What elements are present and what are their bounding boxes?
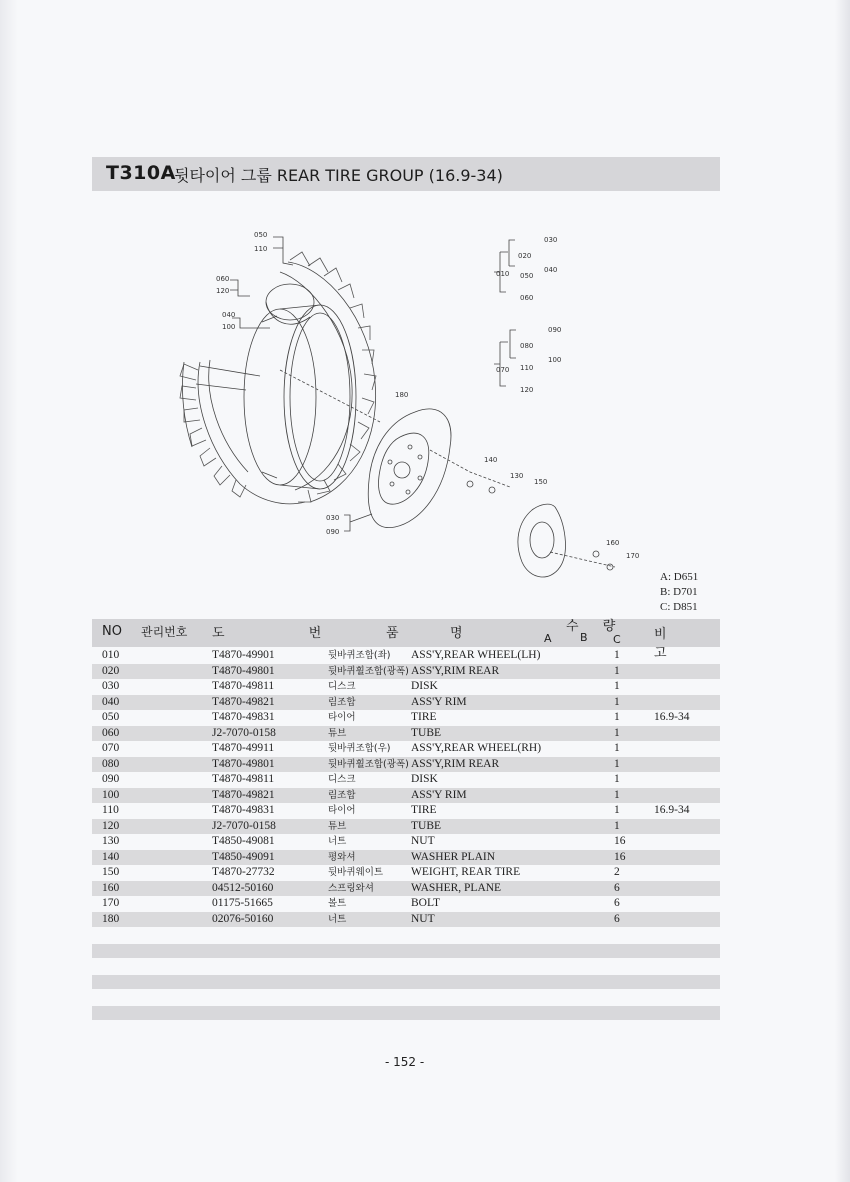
blank-row (92, 944, 720, 958)
row-name-ko: 뒷바퀴조합(좌) (328, 650, 391, 661)
row-quantity: 1 (614, 680, 620, 692)
row-name-en: BOLT (411, 897, 440, 909)
svg-text:090: 090 (548, 326, 562, 334)
tire-drawing (180, 252, 376, 504)
table-row (92, 710, 720, 726)
model-b: B: D701 (660, 586, 698, 598)
row-quantity: 16 (614, 835, 626, 847)
row-name-en: ASS'Y,REAR WHEEL(RH) (411, 742, 542, 754)
section-code: T310A (106, 162, 176, 184)
table-row (92, 772, 720, 788)
row-drawing-number: 02076-50160 (212, 912, 274, 925)
row-name-ko: 너트 (328, 836, 347, 847)
row-no: 030 (102, 680, 120, 692)
row-quantity: 1 (614, 649, 620, 661)
row-quantity: 2 (614, 866, 620, 878)
svg-text:040: 040 (222, 311, 236, 319)
row-name-ko: 뒷바퀴휠조합(광폭) (328, 758, 409, 770)
table-row (92, 912, 720, 928)
disk-drawing (368, 409, 451, 528)
row-quantity: 1 (614, 773, 620, 785)
svg-text:130: 130 (510, 472, 524, 480)
row-name-en: DISK (411, 773, 438, 785)
row-no: 040 (102, 695, 120, 708)
row-name-en: NUT (411, 912, 435, 925)
row-drawing-number: 04512-50160 (212, 881, 274, 894)
row-quantity: 1 (614, 819, 620, 832)
table-row (92, 896, 720, 912)
row-quantity: 6 (614, 912, 620, 925)
row-no: 070 (102, 742, 120, 754)
model-c: C: D851 (660, 601, 698, 613)
row-no: 110 (102, 804, 119, 816)
row-quantity: 1 (614, 664, 620, 677)
svg-text:160: 160 (606, 539, 620, 547)
row-name-ko: 너트 (328, 913, 347, 925)
section-title: 뒷타이어 그룹 REAR TIRE GROUP (16.9-34) (174, 166, 503, 185)
row-drawing-number: J2-7070-0158 (212, 726, 276, 739)
header-management-number: 관리번호 (141, 625, 188, 639)
table-row (92, 757, 720, 773)
table-row (92, 803, 720, 819)
table-row (92, 834, 720, 850)
row-name-ko: 뒷바퀴휠조합(광폭) (328, 665, 409, 677)
row-drawing-number: T4870-49831 (212, 804, 275, 816)
row-quantity: 16 (614, 850, 626, 863)
model-legend (660, 570, 720, 615)
svg-text:070: 070 (496, 366, 510, 374)
table-row (92, 819, 720, 835)
row-drawing-number: T4870-49821 (212, 788, 275, 801)
row-quantity: 1 (614, 788, 620, 801)
row-drawing-number: T4870-49901 (212, 649, 275, 661)
header-quantity: 수 량 (566, 619, 626, 634)
svg-text:100: 100 (222, 323, 236, 331)
blank-row (92, 1006, 720, 1020)
row-no: 140 (102, 850, 120, 863)
tube-drawing (266, 284, 314, 324)
blank-row (92, 975, 720, 989)
row-name-ko: 디스크 (328, 774, 356, 785)
svg-text:060: 060 (520, 294, 534, 302)
row-name-ko: 볼트 (328, 898, 347, 909)
svg-text:040: 040 (544, 266, 558, 274)
svg-text:050: 050 (254, 231, 268, 239)
table-row (92, 664, 720, 680)
row-no: 060 (102, 726, 120, 739)
row-no: 050 (102, 711, 120, 723)
row-no: 090 (102, 773, 120, 785)
row-quantity: 1 (614, 711, 620, 723)
diagram-callouts (216, 231, 639, 560)
svg-text:180: 180 (395, 391, 409, 399)
row-drawing-number: T4870-49801 (212, 664, 275, 677)
row-drawing-number: T4870-49811 (212, 680, 275, 692)
svg-text:090: 090 (326, 528, 340, 536)
table-row (92, 865, 720, 881)
row-name-en: WASHER PLAIN (411, 850, 496, 863)
row-name-en: TIRE (411, 804, 437, 816)
row-name-en: DISK (411, 680, 438, 692)
row-drawing-number: T4870-49821 (212, 695, 275, 708)
header-no: NO (102, 624, 122, 639)
header-qty-a: A (544, 632, 552, 645)
row-drawing-number: T4870-49831 (212, 711, 275, 723)
svg-text:120: 120 (216, 287, 230, 295)
row-no: 120 (102, 819, 120, 832)
header-drawing-number: 도 번 (212, 626, 362, 641)
svg-text:100: 100 (548, 356, 562, 364)
row-name-ko: 뒷바퀴웨이트 (328, 867, 384, 878)
row-remarks: 16.9-34 (654, 804, 690, 816)
row-name-en: ASS'Y RIM (411, 788, 467, 801)
row-no: 160 (102, 881, 120, 894)
table-row (92, 881, 720, 897)
row-name-ko: 타이어 (328, 712, 356, 723)
row-name-ko: 타이어 (328, 805, 356, 816)
svg-text:120: 120 (520, 386, 534, 394)
svg-text:030: 030 (326, 514, 340, 522)
row-drawing-number: J2-7070-0158 (212, 819, 276, 832)
row-quantity: 6 (614, 881, 620, 894)
svg-text:080: 080 (520, 342, 534, 350)
header-remarks: 비 고 (654, 627, 687, 661)
svg-text:110: 110 (254, 245, 268, 253)
svg-text:020: 020 (518, 252, 532, 260)
row-drawing-number: T4850-49081 (212, 835, 275, 847)
table-row (92, 850, 720, 866)
row-name-ko: 뒷바퀴조합(우) (328, 743, 391, 754)
row-no: 080 (102, 757, 120, 770)
row-drawing-number: T4870-49911 (212, 742, 275, 754)
weight-drawing (518, 504, 566, 577)
row-drawing-number: T4870-49801 (212, 757, 275, 770)
table-row (92, 679, 720, 695)
row-quantity: 1 (614, 804, 620, 816)
table-row (92, 726, 720, 742)
row-drawing-number: T4850-49091 (212, 850, 275, 863)
row-quantity: 6 (614, 897, 620, 909)
row-quantity: 1 (614, 742, 620, 754)
svg-text:050: 050 (520, 272, 534, 280)
row-quantity: 1 (614, 726, 620, 739)
row-no: 130 (102, 835, 120, 847)
header-qty-b: B (580, 631, 588, 644)
row-name-en: ASS'Y,REAR WHEEL(LH) (411, 649, 541, 661)
row-name-en: ASS'Y,RIM REAR (411, 757, 500, 770)
table-row (92, 695, 720, 711)
row-drawing-number: T4870-27732 (212, 866, 275, 878)
row-name-ko: 림조합 (328, 789, 356, 801)
row-drawing-number: 01175-51665 (212, 897, 273, 909)
row-name-en: ASS'Y RIM (411, 695, 467, 708)
table-row (92, 788, 720, 804)
row-name-ko: 스프링와셔 (328, 882, 374, 894)
row-name-en: ASS'Y,RIM REAR (411, 664, 500, 677)
svg-text:010: 010 (496, 270, 510, 278)
row-no: 010 (102, 649, 120, 661)
parts-table (92, 648, 720, 927)
row-name-ko: 평와셔 (328, 851, 356, 863)
row-name-en: WASHER, PLANE (411, 881, 502, 894)
svg-text:170: 170 (626, 552, 640, 560)
row-quantity: 1 (614, 757, 620, 770)
row-no: 150 (102, 866, 120, 878)
row-no: 170 (102, 897, 120, 909)
model-a: A: D651 (660, 571, 699, 583)
row-no: 100 (102, 788, 120, 801)
header-part-name-ko: 품 (386, 626, 399, 641)
svg-text:140: 140 (484, 456, 498, 464)
row-drawing-number: T4870-49811 (212, 773, 275, 785)
row-name-en: TUBE (411, 726, 442, 739)
page-number: - 152 - (385, 1055, 425, 1069)
exploded-parts-diagram (170, 222, 650, 592)
row-name-en: WEIGHT, REAR TIRE (411, 866, 521, 878)
svg-text:150: 150 (534, 478, 548, 486)
row-name-en: TUBE (411, 819, 442, 832)
header-part-name-en: 명 (450, 626, 463, 641)
svg-text:110: 110 (520, 364, 534, 372)
row-remarks: 16.9-34 (654, 711, 690, 723)
header-qty-c: C (613, 633, 621, 646)
row-no: 020 (102, 664, 120, 677)
table-row (92, 648, 720, 664)
row-no: 180 (102, 912, 120, 925)
table-row (92, 741, 720, 757)
row-name-ko: 디스크 (328, 681, 356, 692)
svg-text:060: 060 (216, 275, 230, 283)
row-name-en: NUT (411, 835, 435, 847)
row-name-en: TIRE (411, 711, 437, 723)
row-name-ko: 튜브 (328, 727, 347, 739)
row-quantity: 1 (614, 695, 620, 708)
svg-text:030: 030 (544, 236, 558, 244)
row-name-ko: 림조합 (328, 696, 356, 708)
row-name-ko: 튜브 (328, 820, 347, 832)
rim-drawing (244, 305, 356, 489)
